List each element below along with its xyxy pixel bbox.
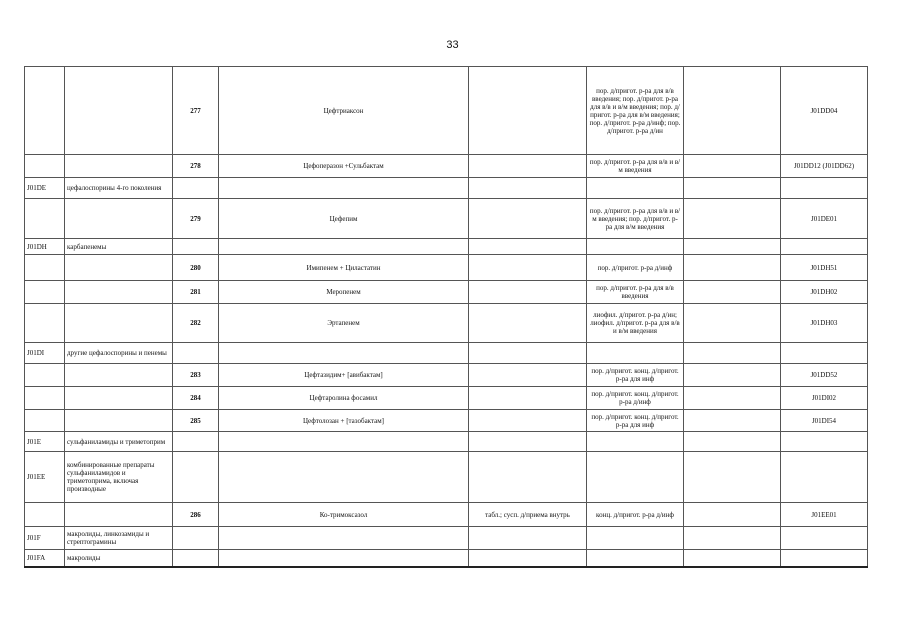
atc-code: J01DI02 bbox=[781, 387, 868, 410]
atc-group-code: J01DE bbox=[25, 178, 65, 199]
drug-name: Цефтаролина фосамил bbox=[219, 387, 469, 410]
drug-name bbox=[219, 178, 469, 199]
atc-group-code: J01DI bbox=[25, 343, 65, 364]
atc-group-code: J01EE bbox=[25, 452, 65, 503]
drug-name: Цефоперазон +Сульбактам bbox=[219, 155, 469, 178]
drug-name: Цефтриаксон bbox=[219, 67, 469, 155]
atc-group-code bbox=[25, 67, 65, 155]
dosage-form-injection bbox=[587, 452, 684, 503]
drug-name: Эртапенем bbox=[219, 304, 469, 343]
atc-group-name bbox=[65, 387, 173, 410]
empty-cell bbox=[684, 527, 781, 550]
table-row bbox=[25, 343, 868, 364]
row-number: 283 bbox=[173, 364, 219, 387]
atc-group-code bbox=[25, 155, 65, 178]
dosage-form-oral bbox=[469, 452, 587, 503]
dosage-form-injection: пор. д/пригот. р-ра д/инф bbox=[587, 255, 684, 281]
atc-code bbox=[781, 452, 868, 503]
dosage-form-oral bbox=[469, 155, 587, 178]
dosage-form-oral bbox=[469, 364, 587, 387]
atc-group-code bbox=[25, 255, 65, 281]
dosage-form-oral bbox=[469, 281, 587, 304]
dosage-form-oral bbox=[469, 550, 587, 567]
table-row bbox=[25, 452, 868, 503]
row-number bbox=[173, 178, 219, 199]
atc-code: J01DH03 bbox=[781, 304, 868, 343]
row-number: 284 bbox=[173, 387, 219, 410]
dosage-form-injection bbox=[587, 432, 684, 452]
dosage-form-injection bbox=[587, 178, 684, 199]
row-number: 281 bbox=[173, 281, 219, 304]
table-row bbox=[25, 432, 868, 452]
empty-cell bbox=[684, 304, 781, 343]
table-row bbox=[25, 364, 868, 387]
drug-name: Цефтолозан + [тазобактам] bbox=[219, 410, 469, 432]
atc-group-code: J01F bbox=[25, 527, 65, 550]
atc-group-name: сульфаниламиды и триметоприм bbox=[65, 432, 173, 452]
drug-name: Цефтазидим+ [авибактам] bbox=[219, 364, 469, 387]
atc-group-name: макролиды bbox=[65, 550, 173, 567]
row-number: 285 bbox=[173, 410, 219, 432]
dosage-form-injection bbox=[587, 550, 684, 567]
drug-name bbox=[219, 432, 469, 452]
row-number bbox=[173, 550, 219, 567]
page-number: 33 bbox=[446, 39, 459, 51]
atc-group-code bbox=[25, 410, 65, 432]
row-number bbox=[173, 452, 219, 503]
dosage-form-oral bbox=[469, 239, 587, 255]
empty-cell bbox=[684, 155, 781, 178]
atc-code bbox=[781, 432, 868, 452]
drug-name: Имипенем + Циластатин bbox=[219, 255, 469, 281]
dosage-form-oral bbox=[469, 432, 587, 452]
atc-group-code bbox=[25, 364, 65, 387]
atc-group-name bbox=[65, 281, 173, 304]
empty-cell bbox=[684, 550, 781, 567]
table-row bbox=[25, 304, 868, 343]
row-number bbox=[173, 239, 219, 255]
atc-group-name bbox=[65, 67, 173, 155]
drug-name: Ко-тримоксазол bbox=[219, 503, 469, 527]
empty-cell bbox=[684, 199, 781, 239]
empty-cell bbox=[684, 255, 781, 281]
dosage-form-oral bbox=[469, 410, 587, 432]
atc-code bbox=[781, 343, 868, 364]
atc-group-code: J01FA bbox=[25, 550, 65, 567]
row-number: 282 bbox=[173, 304, 219, 343]
dosage-form-injection: пор. д/пригот. р-ра для в/в введения bbox=[587, 281, 684, 304]
atc-group-name bbox=[65, 410, 173, 432]
atc-group-name: макролиды, линкозамиды и стрептограмины bbox=[65, 527, 173, 550]
row-number: 280 bbox=[173, 255, 219, 281]
atc-group-name: цефалоспорины 4-го поколения bbox=[65, 178, 173, 199]
dosage-form-injection: пор. д/пригот. конц. д/пригот. р-ра для инф bbox=[587, 410, 684, 432]
empty-cell bbox=[684, 452, 781, 503]
dosage-form-injection: пор. д/пригот. р-ра для в/в и в/м введения bbox=[587, 155, 684, 178]
atc-code: J01DH02 bbox=[781, 281, 868, 304]
row-number: 279 bbox=[173, 199, 219, 239]
table-row bbox=[25, 178, 868, 199]
table-row bbox=[25, 281, 868, 304]
atc-group-name bbox=[65, 199, 173, 239]
dosage-form-injection: пор. д/пригот. конц. д/пригот. р-ра для инф bbox=[587, 364, 684, 387]
atc-group-code bbox=[25, 503, 65, 527]
atc-group-name bbox=[65, 304, 173, 343]
atc-code: J01DH51 bbox=[781, 255, 868, 281]
empty-cell bbox=[684, 343, 781, 364]
atc-code bbox=[781, 527, 868, 550]
row-number bbox=[173, 343, 219, 364]
empty-cell bbox=[684, 503, 781, 527]
drug-name bbox=[219, 527, 469, 550]
dosage-form-oral bbox=[469, 199, 587, 239]
atc-code bbox=[781, 550, 868, 567]
atc-group-name bbox=[65, 255, 173, 281]
atc-code: J01DD52 bbox=[781, 364, 868, 387]
table-row bbox=[25, 410, 868, 432]
dosage-form-oral bbox=[469, 178, 587, 199]
table-row bbox=[25, 255, 868, 281]
atc-group-code: J01DH bbox=[25, 239, 65, 255]
drug-name bbox=[219, 550, 469, 567]
atc-group-code: J01E bbox=[25, 432, 65, 452]
atc-group-code bbox=[25, 387, 65, 410]
row-number bbox=[173, 432, 219, 452]
empty-cell bbox=[684, 178, 781, 199]
row-number: 286 bbox=[173, 503, 219, 527]
atc-code bbox=[781, 178, 868, 199]
dosage-form-oral bbox=[469, 67, 587, 155]
drug-name bbox=[219, 239, 469, 255]
empty-cell bbox=[684, 364, 781, 387]
dosage-form-injection bbox=[587, 239, 684, 255]
atc-group-name bbox=[65, 364, 173, 387]
atc-code: J01DD04 bbox=[781, 67, 868, 155]
row-number: 278 bbox=[173, 155, 219, 178]
atc-code bbox=[781, 239, 868, 255]
dosage-form-injection: конц. д/пригот. р-ра д/инф bbox=[587, 503, 684, 527]
atc-group-name: другие цефалоспорины и пенемы bbox=[65, 343, 173, 364]
dosage-form-oral bbox=[469, 255, 587, 281]
atc-group-name bbox=[65, 155, 173, 178]
row-number bbox=[173, 527, 219, 550]
dosage-form-oral: табл.; сусп. д/приема внутрь bbox=[469, 503, 587, 527]
drug-name bbox=[219, 343, 469, 364]
atc-code: J01DI54 bbox=[781, 410, 868, 432]
drug-name: Цефепим bbox=[219, 199, 469, 239]
empty-cell bbox=[684, 410, 781, 432]
drug-name bbox=[219, 452, 469, 503]
table-row bbox=[25, 239, 868, 255]
dosage-form-injection: пор. д/пригот. р-ра для в/в и в/м введения; пор. д/пригот. р-ра для в/м введения bbox=[587, 199, 684, 239]
empty-cell bbox=[684, 432, 781, 452]
table-row bbox=[25, 199, 868, 239]
dosage-form-oral bbox=[469, 527, 587, 550]
table-row bbox=[25, 155, 868, 178]
dosage-form-injection bbox=[587, 343, 684, 364]
table-row bbox=[25, 67, 868, 155]
row-number: 277 bbox=[173, 67, 219, 155]
table-row bbox=[25, 503, 868, 527]
dosage-form-oral bbox=[469, 304, 587, 343]
dosage-form-injection: лиофил. д/пригот. р-ра д/ин; лиофил. д/пригот. р-ра для в/в и в/м введения bbox=[587, 304, 684, 343]
table-row bbox=[25, 527, 868, 550]
atc-group-code bbox=[25, 281, 65, 304]
table-row bbox=[25, 550, 868, 567]
table-row bbox=[25, 387, 868, 410]
atc-code: J01EE01 bbox=[781, 503, 868, 527]
empty-cell bbox=[684, 239, 781, 255]
atc-group-name bbox=[65, 503, 173, 527]
atc-group-name: карбапенемы bbox=[65, 239, 173, 255]
empty-cell bbox=[684, 281, 781, 304]
atc-group-code bbox=[25, 304, 65, 343]
drug-name: Меропенем bbox=[219, 281, 469, 304]
atc-group-name: комбинированные препараты сульфаниламидов и триметоприма, включая производные bbox=[65, 452, 173, 503]
dosage-form-oral bbox=[469, 343, 587, 364]
dosage-form-oral bbox=[469, 387, 587, 410]
atc-code: J01DE01 bbox=[781, 199, 868, 239]
dosage-form-injection: пор. д/пригот. конц. д/пригот. р-ра д/инф bbox=[587, 387, 684, 410]
empty-cell bbox=[684, 67, 781, 155]
atc-group-code bbox=[25, 199, 65, 239]
empty-cell bbox=[684, 387, 781, 410]
dosage-form-injection: пор. д/пригот. р-ра для в/в введения; пор. д/пригот. р-ра для в/в и в/м введения; пор. д/пригот. р-ра для в/м введения; пор. д/пригот. р-ра д/инф; пор. д/пригот. р-ра д/ин bbox=[587, 67, 684, 155]
atc-code: J01DD12 (J01DD62) bbox=[781, 155, 868, 178]
dosage-form-injection bbox=[587, 527, 684, 550]
drug-registry-table bbox=[24, 66, 868, 568]
